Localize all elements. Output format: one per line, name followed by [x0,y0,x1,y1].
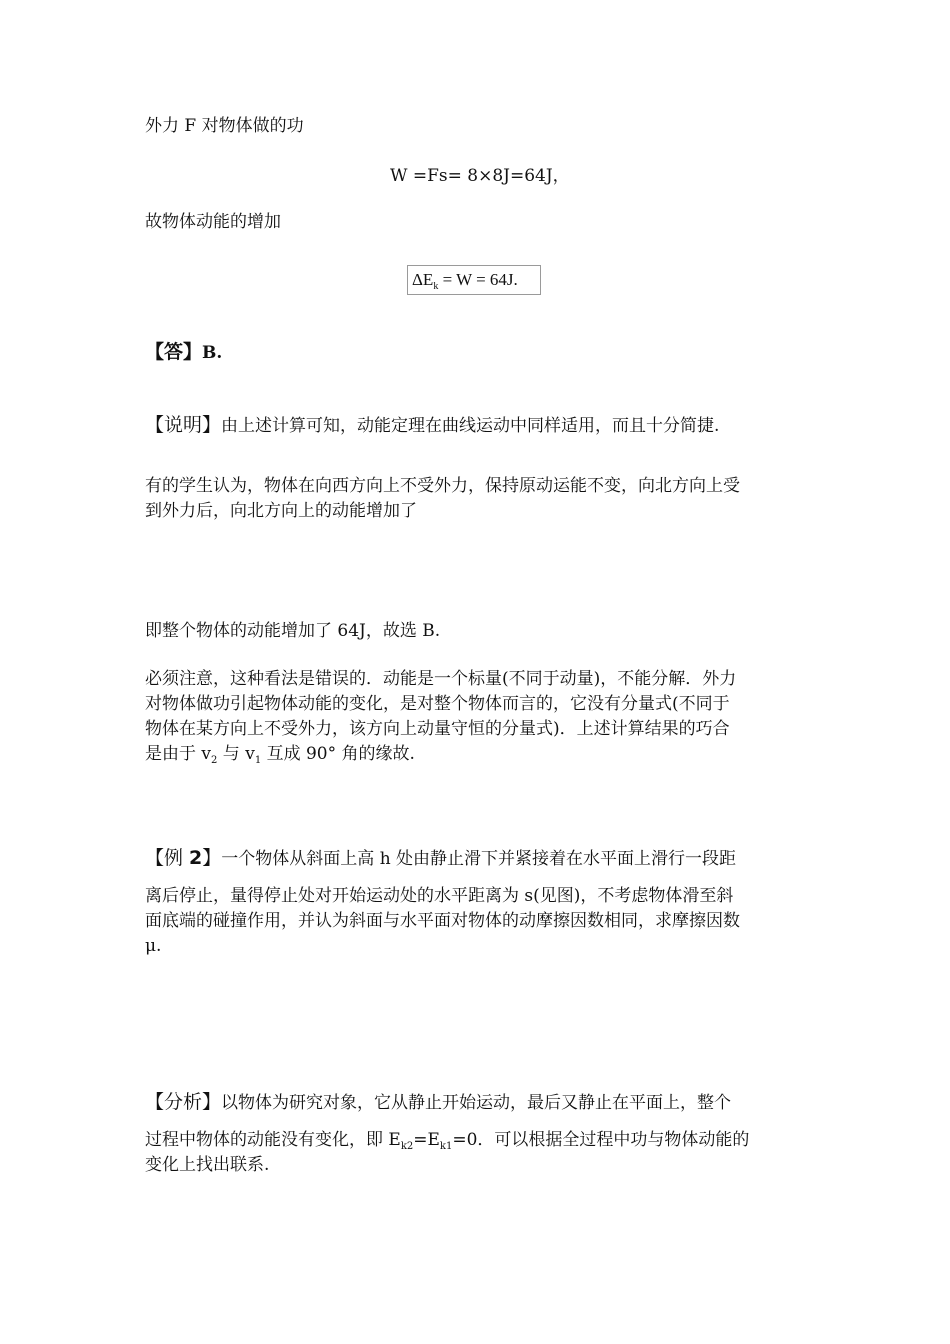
answer-value: B. [202,343,223,363]
note-text-a: 是由于 v [145,744,212,764]
analysis-bracket: 【分析】 [145,1091,222,1113]
student-view-line-2: 到外力后，向北方向上的动能增加了 [145,501,417,521]
note-line-3: 物体在某方向上不受外力，该方向上动量守恒的分量式)．上述计算结果的巧合 [145,719,730,739]
analysis-line-1 [145,1090,731,1115]
note-text-c: 互成 90° 角的缘故. [261,744,415,764]
analysis-text-1: 以物体为研究对象，它从静止开始运动，最后又静止在平面上，整个 [221,1093,732,1113]
delta-ek-subscript: k [433,281,439,292]
explanation-text: 由上述计算可知，动能定理在曲线运动中同样适用，而且十分简捷. [221,416,720,436]
v1-subscript: 1 [254,755,262,766]
answer-line [145,340,222,365]
example2-line-1 [145,846,736,871]
example2-bracket-open: 【例 [145,847,190,869]
equation-work: W =Fs= 8×8J=64J， [390,166,570,186]
example2-line-3: 面底端的碰撞作用，并认为斜面与水平面对物体的动摩擦因数相同，求摩擦因数 [145,911,740,931]
analysis-line-2 [145,1128,749,1152]
delta-ek-value: = W = 64J. [438,270,518,289]
ek2-subscript: k2 [400,1141,414,1152]
note-line-1: 必须注意，这种看法是错误的．动能是一个标量(不同于动量)，不能分解．外力 [145,669,737,689]
analysis-text-2a: 过程中物体的动能没有变化，即 E [145,1130,401,1150]
conclusion-choose-b: 即整个物体的动能增加了 64J，故选 B. [145,621,441,641]
student-view-line-1: 有的学生认为，物体在向西方向上不受外力，保持原动运能不变，向北方向上受 [145,476,740,496]
note-line-4 [145,742,415,766]
v2-subscript: 2 [211,755,218,766]
analysis-line-3: 变化上找出联系. [145,1155,270,1175]
analysis-text-2b: =E [413,1130,440,1150]
note-line-2: 对物体做功引起物体动能的变化，是对整个物体而言的，它没有分量式(不同于 [145,694,730,714]
example2-line-2: 离后停止，量得停止处对开始运动处的水平距离为 s(见图)，不考虑物体滑至斜 [145,886,734,906]
paragraph-kinetic-increase: 故物体动能的增加 [145,212,281,232]
explanation-line [145,413,719,438]
answer-bracket: 【答】 [145,341,203,363]
example2-text-1: 一个物体从斜面上高 h 处由静止滑下并紧接着在水平面上滑行一段距 [221,849,737,869]
example2-number: 2 [189,847,203,869]
paragraph-work-intro: 外力 F 对物体做的功 [145,116,304,136]
analysis-text-2c: =0．可以根据全过程中功与物体动能的 [452,1130,750,1150]
ek1-subscript: k1 [439,1141,453,1152]
note-text-b: 与 v [217,744,255,764]
delta-ek-symbol: ΔE [412,270,434,289]
explanation-bracket: 【说明】 [145,414,222,436]
example2-line-4: μ. [145,936,162,956]
equation-delta-ek-image [407,265,541,295]
example2-bracket-close: 】 [202,847,222,869]
